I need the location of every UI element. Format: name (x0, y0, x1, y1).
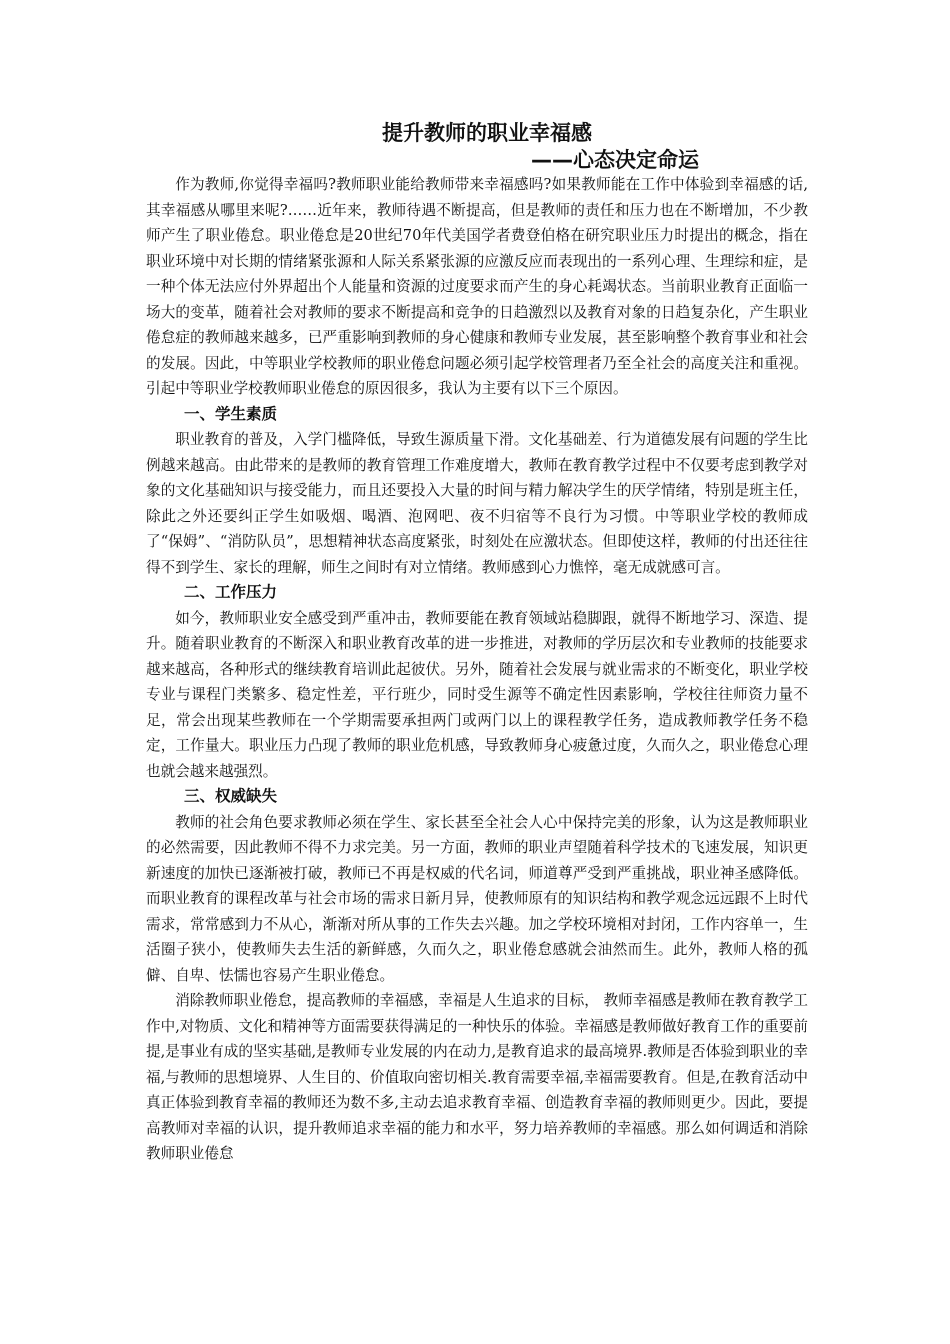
section-heading-student-quality: 一、学生素质 (184, 404, 278, 423)
intro-paragraph: 作为教师,你觉得幸福吗?教师职业能给教师带来幸福感吗?如果教师能在工作中体验到幸福感的话,其幸福感从哪里来呢?……近年来，教师待遇不断提高，但是教师的责任和压力也在不断增加，不少教师产生了职业倦怠。职业倦怠是20世纪70年代美国学者费登伯格在研究职业压力时提出的概念，指在职业环境中对长期的情绪紧张源和人际关系紧张源的应激反应而表现出的一系列心理、生理综和症，是一种个体无法应付外界超出个人能量和资源的过度要求而产生的身心耗竭状态。当前职业教育正面临一场大的变革，随着社会对教师的要求不断提高和竞争的日趋激烈以及教育对象的日趋复杂化，产生职业倦怠症的教师越来越多，已严重影响到教师的身心健康和教师专业发展，甚至影响整个教育事业和社会的发展。因此，中等职业学校教师的职业倦怠问题必须引起学校管理者乃至全社会的高度关注和重视。引起中等职业学校教师职业倦怠的原因很多，我认为主要有以下三个原因。 (146, 176, 808, 397)
section-heading-authority-loss: 三、权威缺失 (184, 787, 278, 805)
section-paragraph-student-quality: 职业教育的普及，入学门槛降低，导致生源质量下滑。文化基础差、行为道德发展有问题的学生比例越来越高。由此带来的是教师的教育管理工作难度增大，教师在教育教学过程中不仅要考虑到教学对象的文化基础知识与接受能力，而且还要投入大量的时间与精力解决学生的厌学情绪，特别是班主任，除此之外还要纠正学生如吸烟、喝酒、泡网吧、夜不归宿等不良行为习惯。中等职业学校的教师成了“保姆”、“消防队员”，思想精神状态高度紧张，时刻处在应激状态。但即使这样，教师的付出还往往得不到学生、家长的理解，师生之间时有对立情绪。教师感到心力憔悴，毫无成就感可言。 (146, 431, 808, 576)
section-paragraph-authority-loss: 教师的社会角色要求教师必须在学生、家长甚至全社会人心中保持完美的形象，认为这是教师职业的必然需要，因此教师不得不力求完美。另一方面，教师的职业声望随着科学技术的飞速发展，知识更新速度的加快已逐渐被打破，教师已不再是权威的代名词，师道尊严受到严重挑战，职业神圣感降低。而职业教育的课程改革与社会市场的需求日新月异，使教师原有的知识结构和教学观念远远跟不上时代需求，常常感到力不从心，渐渐对所从事的工作失去兴趣。加之学校环境相对封闭，工作内容单一，生活圈子狭小，使教师失去生活的新鲜感，久而久之，职业倦怠感就会油然而生。此外，教师人格的孤僻、自卑、怯懦也容易产生职业倦怠。 (146, 813, 808, 984)
document-title: 提升教师的职业幸福感 (382, 121, 592, 145)
section-heading-work-pressure: 二、工作压力 (184, 583, 278, 601)
document-subtitle: ——心态决定命运 (531, 148, 699, 172)
document-page (146, 118, 808, 1167)
section-paragraph-work-pressure: 如今，教师职业安全感受到严重冲击，教师要能在教育领域站稳脚跟，就得不断地学习、深造、提升。随着职业教育的不断深入和职业教育改革的进一步推进，对教师的学历层次和专业教师的技能要求越来越高，各种形式的继续教育培训此起彼伏。另外，随着社会发展与就业需求的不断变化，职业学校专业与课程门类繁多、稳定性差，平行班少，同时受生源等不确定性因素影响，学校往往师资力量不足，常会出现某些教师在一个学期需要承担两门或两门以上的课程教学任务，造成教师教学任务不稳定，工作量大。职业压力凸现了教师的职业危机感，导致教师身心疲惫过度，久而久之，职业倦怠心理也就会越来越强烈。 (146, 609, 808, 780)
closing-paragraph: 消除教师职业倦怠，提高教师的幸福感，幸福是人生追求的目标， 教师幸福感是教师在教育教学工作中,对物质、文化和精神等方面需要获得满足的一种快乐的体验。幸福感是教师做好教育工作的重要前提,是事业有成的坚实基础,是教师专业发展的内在动力,是教育追求的最高境界.教师是否体验到职业的幸福,与教师的思想境界、人生目的、价值取向密切相关.教育需要幸福,幸福需要教育。但是,在教育活动中真正体验到教育幸福的教师还为数不多,主动去追求教育幸福、创造教育幸福的教师则更少。因此，要提高教师对幸福的认识，提升教师追求幸福的能力和水平，努力培养教师的幸福感。那么如何调适和消除教师职业倦怠 (146, 992, 808, 1162)
